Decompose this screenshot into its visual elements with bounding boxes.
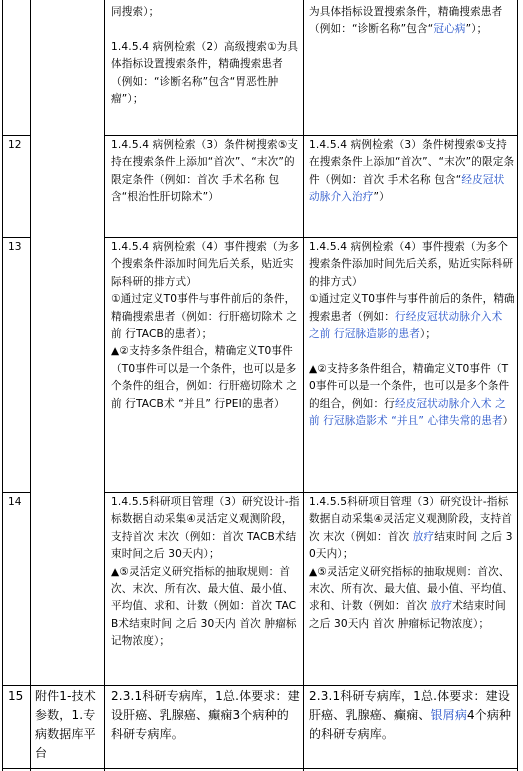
row-divider — [2, 685, 518, 686]
highlighted-change: 经皮冠状动脉介入治疗 — [309, 173, 505, 204]
row-number: 15 — [8, 689, 24, 703]
row-divider — [104, 492, 518, 493]
highlighted-change: 经皮冠状动脉介入术 之前 行冠脉造影术 “并且” 心律失常的患者 — [309, 397, 506, 428]
table-border-bottom — [2, 768, 518, 769]
highlighted-change: 放疗 — [430, 600, 453, 613]
highlighted-change: 银屑病 — [430, 708, 467, 722]
revised-text: 术结束时间 之后 30天内 首次 肿瘤标记物浓度）； — [309, 600, 506, 630]
revised-text: ”）； — [465, 23, 488, 36]
revised-text: 1.4.5.4 病例检索（3）条件树搜索⑤支持在搜索条件上添加“首次”、“末次”的限定条件（例如：首次 手术名称 包含“ — [309, 139, 515, 186]
highlighted-change: 放疗 — [412, 530, 435, 543]
revised-clause — [309, 4, 515, 39]
highlighted-change: 冠心病 — [433, 23, 466, 36]
highlighted-change: 行经皮冠状动脉介入术 之前 行冠脉造影的患者 — [309, 310, 503, 341]
row-number: 12 — [8, 139, 22, 151]
row-divider — [104, 135, 518, 136]
revised-text: 1.4.5.5科研项目管理（3）研究设计-指标数据自动采集④灵活定义观测阶段，支持首次 末次（例如：首次 — [309, 496, 513, 543]
revised-clause — [309, 687, 515, 744]
revised-clause — [309, 137, 515, 207]
revised-text: ”） — [373, 191, 390, 204]
revised-text: ） — [502, 415, 514, 428]
table-border-left — [2, 0, 3, 771]
original-clause: 1.4.5.4 病例检索（3）条件树搜索⑤支持在搜索条件上添加“首次”、“末次”的限定条件（例如：首次 手术名称 包含“根治性肝切除术”） — [111, 139, 299, 204]
original-clause: 同搜索）； 1.4.5.4 病例检索（2）高级搜索①为具体指标设置搜索条件，精确搜索患者（例如：“诊断名称”包含“胃恶性肿瘤”）； — [111, 6, 299, 106]
revised-text: 结束时间 之后 30天内）； ▲⑤灵活定义研究指标的抽取规则：首次、末次、所有次、最大值、最小值、平均值、求和、计数（例如：首次 — [309, 530, 514, 613]
original-clause: 1.4.5.5科研项目管理（3）研究设计-指标数据自动采集④灵活定义观测阶段，支持首次 末次（例如：首次 TACB术结束时间之后 30天内）； ▲⑤灵活定义研究指标的抽取规则：首次、末次、所有次、最大值、最小值、平均值、求和、计数（例如：首次 TACB术结束时间 之后 30天内 首次 肿瘤标记物浓度）； — [111, 496, 300, 648]
row-divider — [104, 237, 518, 238]
revised-text: 4个病种的科研专病库。 — [309, 708, 512, 741]
row-divider — [2, 237, 31, 238]
row-divider — [2, 492, 31, 493]
row-number: 14 — [8, 496, 22, 508]
revised-text: ）； ▲②支持多条件组合，精确定义T0事件（T0事件可以是一个条件，也可以是多个条件的组合，例如：行 — [309, 328, 510, 410]
revised-text: 2.3.1科研专病库，1总.体要求：建设肝癌、乳腺癌、癫痫、 — [309, 689, 510, 722]
revised-clause — [309, 494, 515, 633]
original-clause: 1.4.5.4 病例检索（4）事件搜索（为多个搜索条件添加时间先后关系，贴近实际科研的排方式） ①通过定义T0事件与事件前后的条件，精确搜索患者（例如：行肝癌切除术 之前 行TACB的患者）； ▲②支持多条件组合，精确定义T0事件（T0事件可以是一个条件，也可以是多个条件的组合，例如：行肝癌切除术 之前 行TACB术 “并且” 行PEI的患者） — [111, 241, 300, 410]
revised-text: 1.4.5.4 病例检索（4）事件搜索（为多个搜索条件添加时间先后关系，贴近实际科研的排方式） ①通过定义T0事件与事件前后的条件，精确搜索患者（例如： — [309, 241, 515, 323]
revised-text: 为具体指标设置搜索条件，精确搜索患者（例如：“诊断名称”包含“ — [309, 6, 503, 36]
column-divider — [30, 0, 31, 771]
item-name: 附件1-技术参数，1.专病数据库平台 — [35, 689, 96, 760]
row-divider — [2, 135, 31, 136]
column-divider — [104, 0, 105, 771]
row-number: 13 — [8, 241, 22, 253]
original-clause: 2.3.1科研专病库，1总.体要求：建设肝癌、乳腺癌、癫痫3个病种的科研专病库。 — [111, 689, 300, 741]
revised-clause — [309, 239, 515, 430]
table-border-right — [517, 0, 518, 771]
column-divider — [303, 0, 304, 771]
